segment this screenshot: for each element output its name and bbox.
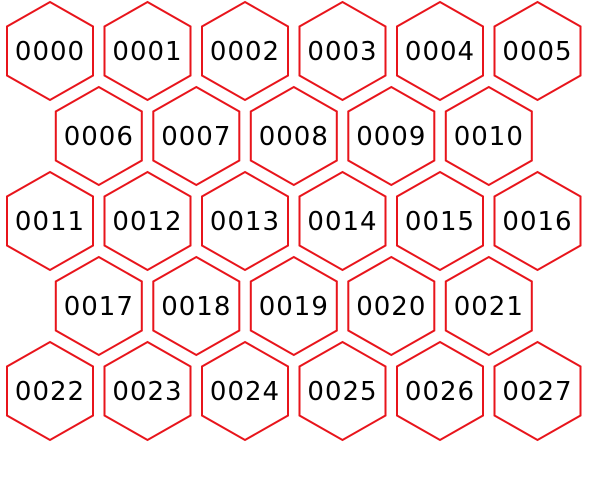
hex-label: 0008 — [258, 122, 329, 152]
hex-cell — [105, 2, 191, 100]
hex-cell — [7, 172, 93, 270]
hex-cell — [300, 342, 386, 440]
hex-cell — [397, 2, 483, 100]
hex-label: 0001 — [112, 37, 183, 67]
hex-cell — [397, 172, 483, 270]
hex-cell — [300, 172, 386, 270]
hex-cell — [105, 342, 191, 440]
hex-cell — [251, 87, 337, 185]
hex-cell — [153, 257, 239, 355]
hex-label: 0016 — [502, 207, 573, 237]
hex-cell — [202, 342, 288, 440]
hex-cell — [348, 87, 434, 185]
hex-cell — [105, 172, 191, 270]
hex-label: 0026 — [404, 377, 476, 407]
hex-cell — [153, 87, 239, 185]
hex-label: 0012 — [112, 207, 183, 237]
hex-cell — [56, 87, 142, 185]
hex-cell — [300, 2, 386, 100]
hex-label: 0004 — [404, 37, 476, 67]
hex-label: 0020 — [356, 292, 427, 322]
hex-label: 0000 — [14, 37, 86, 67]
hex-cell — [446, 257, 532, 355]
hex-cell — [495, 172, 581, 270]
hex-label: 0021 — [453, 292, 524, 322]
hex-label: 0007 — [161, 122, 232, 152]
hex-label: 0003 — [307, 37, 378, 67]
hex-label: 0018 — [161, 292, 232, 322]
hex-cell — [495, 2, 581, 100]
hex-label: 0005 — [502, 37, 573, 67]
hex-label: 0027 — [502, 377, 573, 407]
hex-cell — [495, 342, 581, 440]
hex-label: 0010 — [453, 122, 524, 152]
hex-cell — [7, 2, 93, 100]
hex-cell — [7, 342, 93, 440]
hex-cell — [202, 2, 288, 100]
hex-cell — [202, 172, 288, 270]
hex-label: 0011 — [14, 207, 86, 237]
hex-label: 0015 — [404, 207, 476, 237]
hex-label: 0017 — [63, 292, 134, 322]
hex-cell — [251, 257, 337, 355]
hex-label: 0009 — [356, 122, 427, 152]
hex-label: 0006 — [63, 122, 134, 152]
hex-cell — [348, 257, 434, 355]
hex-label: 0024 — [209, 377, 281, 407]
hex-label: 0023 — [112, 377, 183, 407]
hex-cell — [446, 87, 532, 185]
hex-label: 0019 — [258, 292, 329, 322]
hex-label: 0025 — [307, 377, 378, 407]
hex-label: 0014 — [307, 207, 378, 237]
hex-cell — [56, 257, 142, 355]
hex-label: 0013 — [209, 207, 281, 237]
hex-label: 0022 — [14, 377, 86, 407]
hex-cell — [397, 342, 483, 440]
hex-label: 0002 — [209, 37, 281, 67]
